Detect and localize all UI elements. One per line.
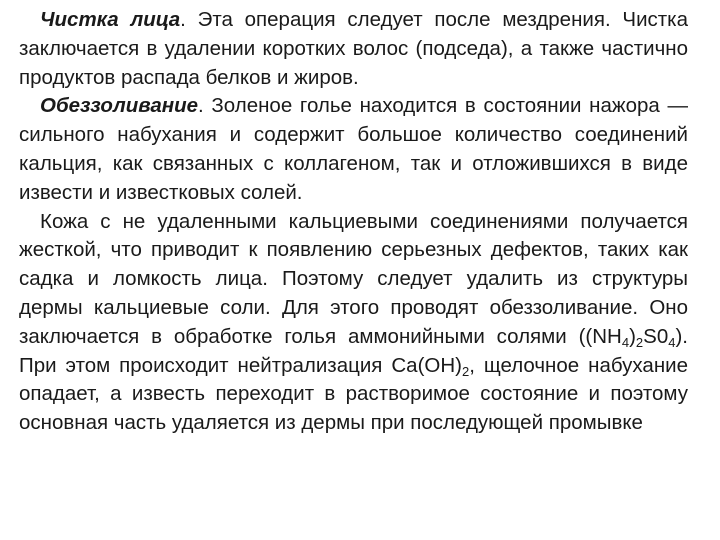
subscript-nh4: 4: [621, 334, 630, 350]
term-cleaning: Чистка лица: [40, 8, 181, 31]
paragraph-calcium: [19, 208, 688, 438]
paragraph-cleaning: [19, 6, 688, 92]
subscript-caoh2: 2: [461, 363, 470, 379]
subscript-2: 2: [635, 334, 644, 350]
paragraph-deliming: [19, 92, 688, 207]
paragraph-cleaning-text: . Эта операция следует после мездрения. Чистка заключается в удалении коротких волос (подседа), а также частично продуктов распада белков и жиров.: [19, 8, 688, 89]
term-deliming: Обеззоливание: [40, 94, 199, 118]
paragraph-calcium-text-c: S0: [643, 324, 669, 348]
subscript-so4: 4: [668, 334, 676, 350]
paragraph-calcium-text-d: ). При этом происходит нейтрализация Ca(OH): [19, 324, 688, 377]
text-block: [19, 6, 688, 438]
paragraph-calcium-text-e: , щелочное набухание опадает, а известь переходит в растворимое состояние и поэтому основная часть удаляется из дермы при последующей промывке: [19, 353, 689, 435]
paragraph-deliming-text: . Золеное голье находится в состоянии нажора — сильного набухания и содержит большое количество соединений кальция, как связанных с коллагеном, так и отложившихся в виде извести и известковых солей.: [19, 94, 688, 204]
paragraph-calcium-text-b: ): [629, 324, 636, 348]
paragraph-calcium-text-a: Кожа с не удаленными кальциевыми соединениями получается жесткой, что приводит к появлению серьезных дефектов, таких как садка и ломкость лица. Поэтому следует удалить из структуры дермы кальциевые соли. Для этого проводят обеззоливание. Оно заключается в обработке голья аммонийными солями ((NH: [19, 209, 688, 348]
